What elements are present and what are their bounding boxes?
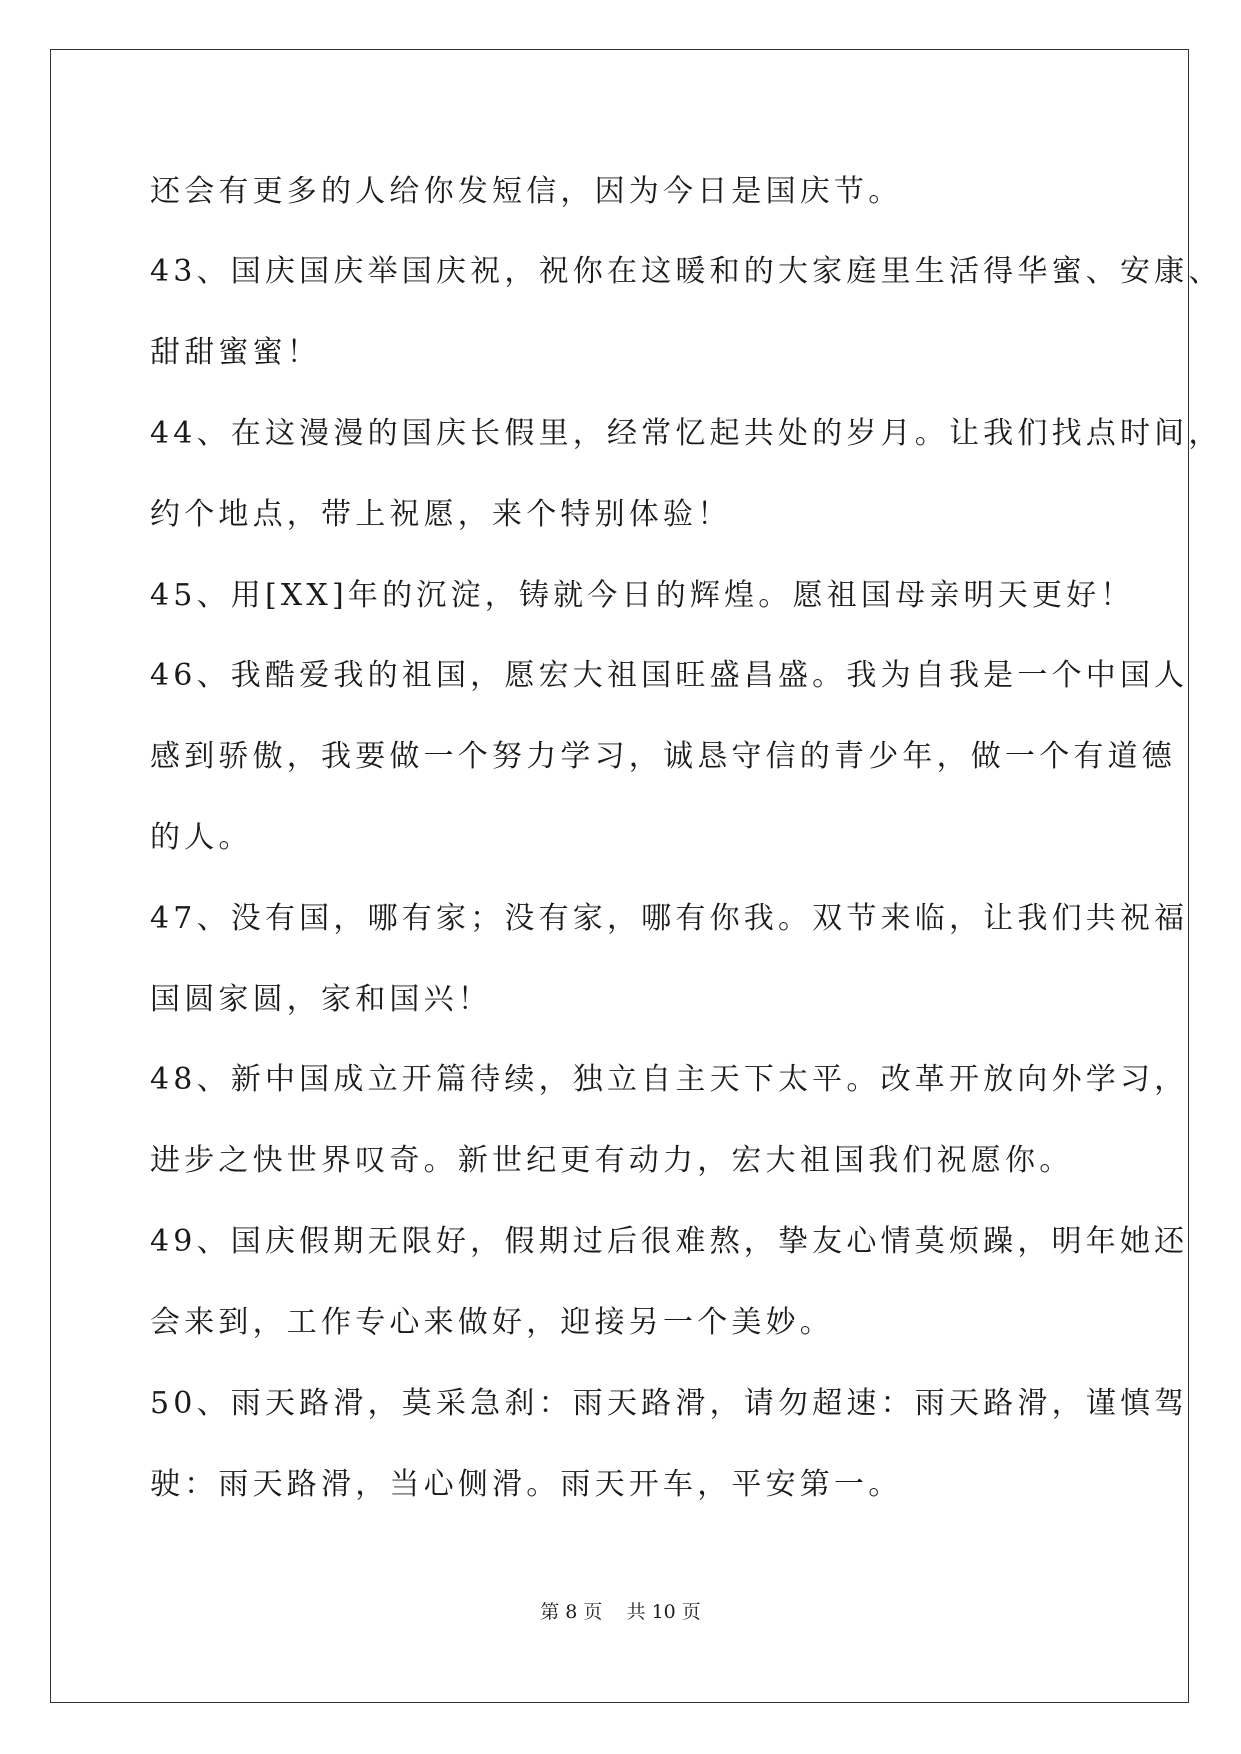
text-line: 50、雨天路滑，莫采急刹：雨天路滑，请勿超速：雨天路滑，谨慎驾 [150, 1386, 1189, 1421]
text-line: 49、国庆假期无限好，假期过后很难熬，挚友心情莫烦躁，明年她还 [150, 1224, 1189, 1259]
text-line: 46、我酷爱我的祖国，愿宏大祖国旺盛昌盛。我为自我是一个中国人 [150, 658, 1189, 693]
text-line: 47、没有国，哪有家；没有家，哪有你我。双节来临，让我们共祝福 [150, 901, 1189, 936]
text-line: 感到骄傲，我要做一个努力学习，诚恳守信的青少年，做一个有道德 [150, 739, 1176, 774]
text-line: 甜甜蜜蜜！ [150, 335, 321, 370]
text-line: 还会有更多的人给你发短信，因为今日是国庆节。 [150, 174, 903, 209]
text-line: 的人。 [150, 820, 253, 855]
text-line: 43、国庆国庆举国庆祝，祝你在这暖和的大家庭里生活得华蜜、安康、 [150, 254, 1223, 289]
text-line: 48、新中国成立开篇待续，独立自主天下太平。改革开放向外学习， [150, 1062, 1189, 1097]
text-line: 44、在这漫漫的国庆长假里，经常忆起共处的岁月。让我们找点时间， [150, 416, 1223, 451]
page-border [50, 49, 1189, 1703]
text-line: 进步之快世界叹奇。新世纪更有动力，宏大祖国我们祝愿你。 [150, 1143, 1074, 1178]
text-line: 国圆家圆，家和国兴！ [150, 982, 492, 1017]
page-number: 第 8 页 共 10 页 [540, 1601, 701, 1623]
text-line: 会来到，工作专心来做好，迎接另一个美妙。 [150, 1305, 834, 1340]
text-line: 45、用[XX]年的沉淀，铸就今日的辉煌。愿祖国母亲明天更好！ [150, 578, 1135, 613]
text-line: 约个地点，带上祝愿，来个特别体验！ [150, 497, 732, 532]
text-line: 驶：雨天路滑，当心侧滑。雨天开车，平安第一。 [150, 1467, 903, 1502]
